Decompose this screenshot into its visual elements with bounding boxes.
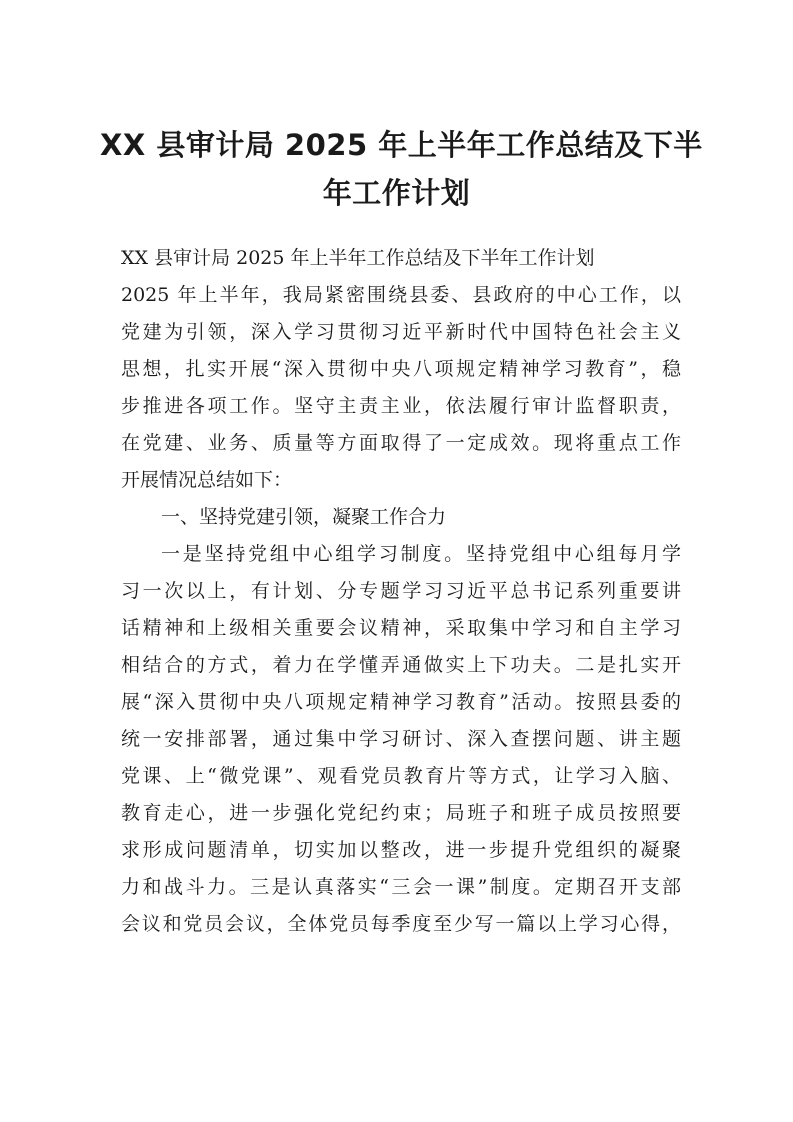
body-line: 思想，扎实开展“深入贯彻中央八项规定精神学习教育”，稳: [121, 358, 681, 380]
body-line: 求形成问题清单，切实加以整改，进一步提升党组织的凝聚: [121, 839, 681, 861]
document-title-line: 年工作计划: [322, 176, 471, 210]
section-heading: 一、坚持党建引领，凝聚工作合力: [161, 506, 447, 528]
body-line: 一是坚持党组中心组学习制度。坚持党组中心组每月学: [161, 543, 681, 565]
body-line: 展“深入贯彻中央八项规定精神学习教育”活动。按照县委的: [121, 691, 681, 713]
document-body: [121, 240, 681, 943]
body-line: 在党建、业务、质量等方面取得了一定成效。现将重点工作: [121, 432, 681, 454]
body-line: 党课、上“微党课”、观看党员教育片等方式，让学习入脑、: [121, 765, 681, 787]
body-line: 统一安排部署，通过集中学习研讨、深入查摆问题、讲主题: [121, 728, 681, 750]
body-line: XX 县审计局 2025 年上半年工作总结及下半年工作计划: [121, 247, 595, 269]
body-line: 话精神和上级相关重要会议精神，采取集中学习和自主学习: [121, 617, 681, 639]
body-line: 教育走心，进一步强化党纪约束；局班子和班子成员按照要: [121, 802, 681, 824]
body-line: 力和战斗力。三是认真落实“三会一课”制度。定期召开支部: [121, 876, 681, 898]
document-title-line: XX 县审计局 2025 年上半年工作总结及下半: [100, 128, 703, 162]
document-title: [100, 121, 703, 217]
body-line: 相结合的方式，着力在学懂弄通做实上下功夫。二是扎实开: [121, 654, 681, 676]
body-line: 习一次以上，有计划、分专题学习习近平总书记系列重要讲: [121, 580, 681, 602]
body-line: 2025 年上半年，我局紧密围绕县委、县政府的中心工作，以: [121, 284, 681, 306]
body-line: 开展情况总结如下：: [121, 469, 293, 491]
body-line: 党建为引领，深入学习贯彻习近平新时代中国特色社会主义: [121, 321, 681, 343]
body-line: 步推进各项工作。坚守主责主业，依法履行审计监督职责，: [121, 395, 681, 417]
body-line: 会议和党员会议，全体党员每季度至少写一篇以上学习心得，: [121, 913, 681, 935]
